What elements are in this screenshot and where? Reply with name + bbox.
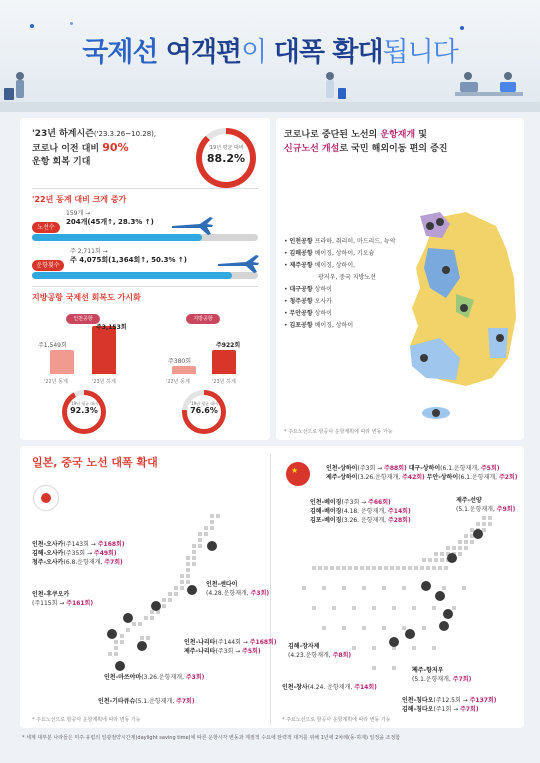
japan-label-matsuyama: 인천-마쓰야마(3.26.운항재개, 주3회) — [104, 674, 205, 681]
growth-title: '22년 동계 대비 크게 증가 — [32, 195, 127, 204]
list-item: 광저우, 중국 지방노선 — [318, 274, 376, 281]
local-prev-value: 주380회 — [168, 358, 192, 365]
china-flag-icon: ★ — [286, 462, 310, 486]
local-now-label: '23년 하계 — [212, 379, 236, 385]
incheon-now-label: '23년 하계 — [92, 379, 116, 385]
korea-routes-card — [276, 118, 524, 440]
list-item: • 김해공항 베이징, 상하이, 기오슝 — [284, 250, 375, 257]
incheon-tag: 인천공항 — [66, 314, 100, 324]
local-now-value: 주922회 — [216, 342, 241, 349]
china-label-shanghai: 인천-상하이(주3회 → 주88회) 대구-상하이(6.1.운항재개, 주5회) 제주-상하이(3.26.운항재개, 주42회) 무안-상하이(6.1.운항재개, 주2회) — [326, 465, 518, 481]
local-donut-label: '19년 평균 대비 — [189, 401, 219, 406]
incheon-donut-value: 92.3% — [70, 406, 98, 415]
local-prev-bar — [172, 366, 196, 374]
china-label-qingdao: 인천-칭다오(주12.5회 → 주137회) 김해-칭다오(주1회 → 주7회) — [402, 697, 497, 713]
incheon-prev-bar — [50, 350, 74, 374]
incheon-prev-value: 주1,549회 — [38, 342, 67, 349]
routes-prev: 159개 → — [66, 210, 91, 217]
hero-banner — [0, 0, 540, 112]
china-note: * 주요노선으로 항공사 운항계획에 따라 변동 가능 — [282, 717, 391, 723]
incheon-now-value: 주3,153회 — [96, 324, 127, 331]
japan-note: * 주요노선으로 항공사 운항계획에 따라 변동 가능 — [32, 717, 141, 723]
japan-label-osaka: 인천-오사카(주143회 → 주168회) 김해-오사카(주35회 → 주49회) 청주-오사카(6.8.운항재개, 주7회) — [32, 541, 125, 566]
local-donut-value: 76.6% — [190, 406, 218, 415]
japan-china-title: 일본, 중국 노선 대폭 확대 — [32, 456, 158, 469]
korea-airport-list — [284, 236, 414, 332]
incheon-prev-label: '22년 동계 — [44, 379, 68, 385]
summer-recovery-donut — [196, 128, 256, 188]
japan-china-card — [20, 446, 524, 728]
local-tag: 지방공항 — [186, 314, 220, 324]
summer-donut-label: '19년 평균 대비 — [208, 145, 244, 151]
flights-bar-fill — [32, 272, 232, 279]
list-item: • 인천공항 프라하, 취리히, 마드리드, 뉴악 — [284, 238, 396, 245]
routes-now: 204개(45개↑, 28.3% ↑) — [66, 218, 154, 226]
list-item: • 청주공항 오사카 — [284, 298, 332, 305]
korea-note: * 주요노선으로 항공사 운항계획에 따라 변동 가능 — [284, 429, 393, 435]
local-prev-label: '22년 동계 — [166, 379, 190, 385]
list-item: • 무안공항 상하이 — [284, 310, 332, 317]
flights-prev: 주 2,711회 → — [70, 248, 108, 255]
list-item: • 김포공항 베이징, 상하이 — [284, 322, 354, 329]
list-item: • 제주공항 베이징, 상하이, — [284, 262, 356, 269]
china-map — [282, 506, 518, 706]
china-label-hangzhou: 제주-항저우 (5.1.운항재개, 주7회) — [412, 667, 472, 683]
travelers-illustration — [0, 62, 540, 112]
china-label-shenyang: 제주-선양 (5.1.운항재개, 주9회) — [456, 497, 516, 513]
regional-title: 지방공항 국제선 회복도 가시화 — [32, 293, 141, 302]
list-item: • 대구공항 상하이 — [284, 286, 332, 293]
japan-label-narita: 인천-나리타(주144회 → 주168회) 제주-나리타(주3회 → 주5회) — [184, 639, 277, 655]
japan-label-sendai: 인천-센다이 (4.28.운항재개, 주3회) — [206, 581, 270, 597]
japan-flag-icon — [34, 486, 58, 510]
divider — [32, 286, 258, 287]
summer-season-card — [20, 118, 270, 440]
japan-label-fukuoka: 인천-후쿠오카 (주115회 → 주161회) — [32, 591, 94, 607]
local-now-bar — [212, 350, 236, 374]
korea-map — [396, 208, 522, 426]
flights-badge: 운항횟수 — [32, 260, 64, 271]
airplane-icon — [216, 252, 260, 274]
china-label-zhangjiajie: 김해-장자제 (4.23.운항재개, 주8회) — [288, 643, 352, 659]
china-label-beijing: 인천-베이징(주3회 → 주66회) 김해-베이징(4.18. 운항재개, 주14회) 김포-베이징(3.26. 운항재개, 주28회) — [310, 499, 411, 524]
summer-donut-value: 88.2% — [206, 152, 246, 165]
divider — [32, 188, 258, 189]
routes-badge: 노선수 — [32, 222, 60, 233]
footnote: * 세계 대부분 나라들은 미주·유럽의 일광절약시간제(daylight saving time)에 따른 운항시각 변동과 계절적 수요에 탄력적 대처를 위해 1년에 2차례(동·하계) 일정을 조정함 — [22, 735, 401, 741]
incheon-donut-label: '19년 평균 대비 — [69, 401, 99, 406]
incheon-donut — [62, 390, 106, 434]
airplane-icon — [170, 214, 214, 236]
divider — [270, 454, 271, 724]
page-title: 국제선 여객편이 대폭 확대됩니다 — [82, 37, 458, 68]
incheon-now-bar — [92, 326, 116, 374]
korea-title: 코로나로 중단된 노선의 운항재개 및 신규노선 개설로 국민 해외이동 편의 증진 — [284, 130, 448, 154]
china-label-changsha: 인천-창사(4.24. 운항재개, 주14회) — [282, 684, 377, 691]
flights-now: 주 4,075회(1,364회↑, 50.3% ↑) — [70, 256, 187, 264]
summer-headline: '23년 하계시즌('23.3.26~10.28), 코로나 이전 대비 90% 운항 회복 기대 — [32, 129, 157, 167]
local-donut — [182, 390, 226, 434]
japan-label-kitakyushu: 인천-기타큐슈(5.1.운항재개, 주7회) — [98, 698, 195, 705]
